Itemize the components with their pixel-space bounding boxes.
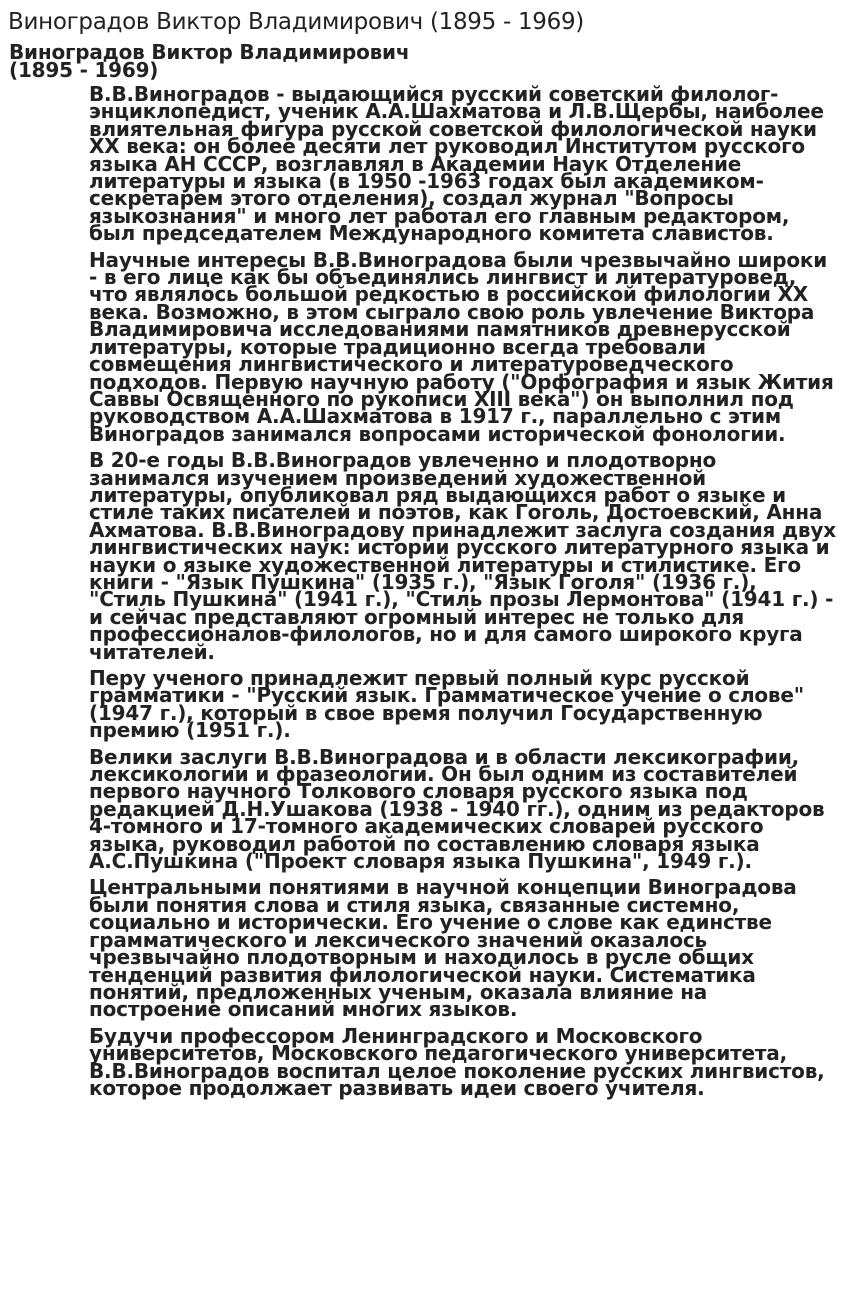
paragraph-interests: Научные интересы В.В.Виноградова были чрезвычайно широки - в его лице как бы объединялись лингвист и литературовед, что являлось большой редкостью в российской филологии XX века. Возможно, в этом сыграло свою роль увлечение Виктора Владимировича исследованиями памятников древнерусской литературы, которые традиционно всегда требовали совмещения лингвистического и литературоведческого подходов. Первую научную работу ("Орфография и язык Жития Саввы Освященного по рукописи XIII века") он выполнил под руководством А.А.Шахматова в 1917 г., параллельно с этим Виноградов занимался вопросами исторической фонологии. — [89, 247, 834, 446]
paragraph-intro: В.В.Виноградов - выдающийся русский советский филолог-энциклопедист, ученик А.А.Шахматова и Л.В.Щербы, наиболее влиятельная фигура русской советской филологической науки XX века: он более десяти лет руководил Институтом русского языка АН СССР, возглавлял в Академии Наук Отделение литературы и языка (в 1950 -1963 годах был академиком-секретарем этого отделения), создал журнал "Вопросы языкознания" и много лет работал его главным редактором, был председателем Международного комитета славистов. — [89, 82, 824, 246]
paragraph-legacy: Будучи профессором Ленинградского и Московского университетов, Московского педагогического университета, В.В.Виноградов воспитал целое поколение русских лингвистов, которое продолжает развивать идеи своего учителя. — [89, 1023, 825, 1100]
article-body — [89, 82, 839, 1106]
paragraph-lexicography: Велики заслуги В.В.Виноградова и в области лексикографии, лексикологии и фразеологии. Он был одним из составителей первого научного Толкового словаря русского языка под редакцией Д.Н.Ушакова (1938 - 1940 гг.), одним из редакторов 4-томного и 17-томного академических словарей русского языка, руководил работой по составлению словаря языка А.С.Пушкина ("Проект словаря языка Пушкина", 1949 г.). — [89, 744, 825, 874]
paragraph-twenties: В 20-е годы В.В.Виноградов увлеченно и плодотворно занимался изучением произведений художественной литературы, опубликовал ряд выдающихся работ о языке и стиле таких писателей и поэтов, как Гоголь, Достоевский, Анна Ахматова. В.В.Виноградову принадлежит заслуга создания двух лингвистических наук: истории русского литературного языка и науки о языке художественной литературы и стилистике. Его книги - "Язык Пушкина" (1935 г.), "Язык Гоголя" (1936 г.), "Стиль Пушкина" (1941 г.), "Стиль прозы Лермонтова" (1941 г.) - и сейчас представляют огромный интерес не только для профессионалов-филологов, но и для самого широкого круга читателей. — [89, 448, 836, 664]
article-title — [9, 40, 410, 82]
person-name: Виноградов Виктор Владимирович — [9, 40, 410, 64]
person-years: (1895 - 1969) — [9, 58, 159, 82]
paragraph-concepts: Центральными понятиями в научной концепции Виноградова были понятия слова и стиля языка, связанные системно, социально и исторически. Его учение о слове как единстве грамматического и лексического значений оказалось чрезвычайно плодотворным и находилось в русле общих тенденций развития филологической науки. Систематика понятий, предложенных ученым, оказала влияние на построение описаний многих языков. — [89, 875, 797, 1022]
paragraph-grammar: Перу ученого принадлежит первый полный курс русской грамматики - "Русский язык. Грамматическое учение о слове" (1947 г.), который в свое время получил Государственную премию (1951 г.). — [89, 666, 804, 743]
page-header-title: Виноградов Виктор Владимирович (1895 - 1969) — [8, 9, 584, 35]
